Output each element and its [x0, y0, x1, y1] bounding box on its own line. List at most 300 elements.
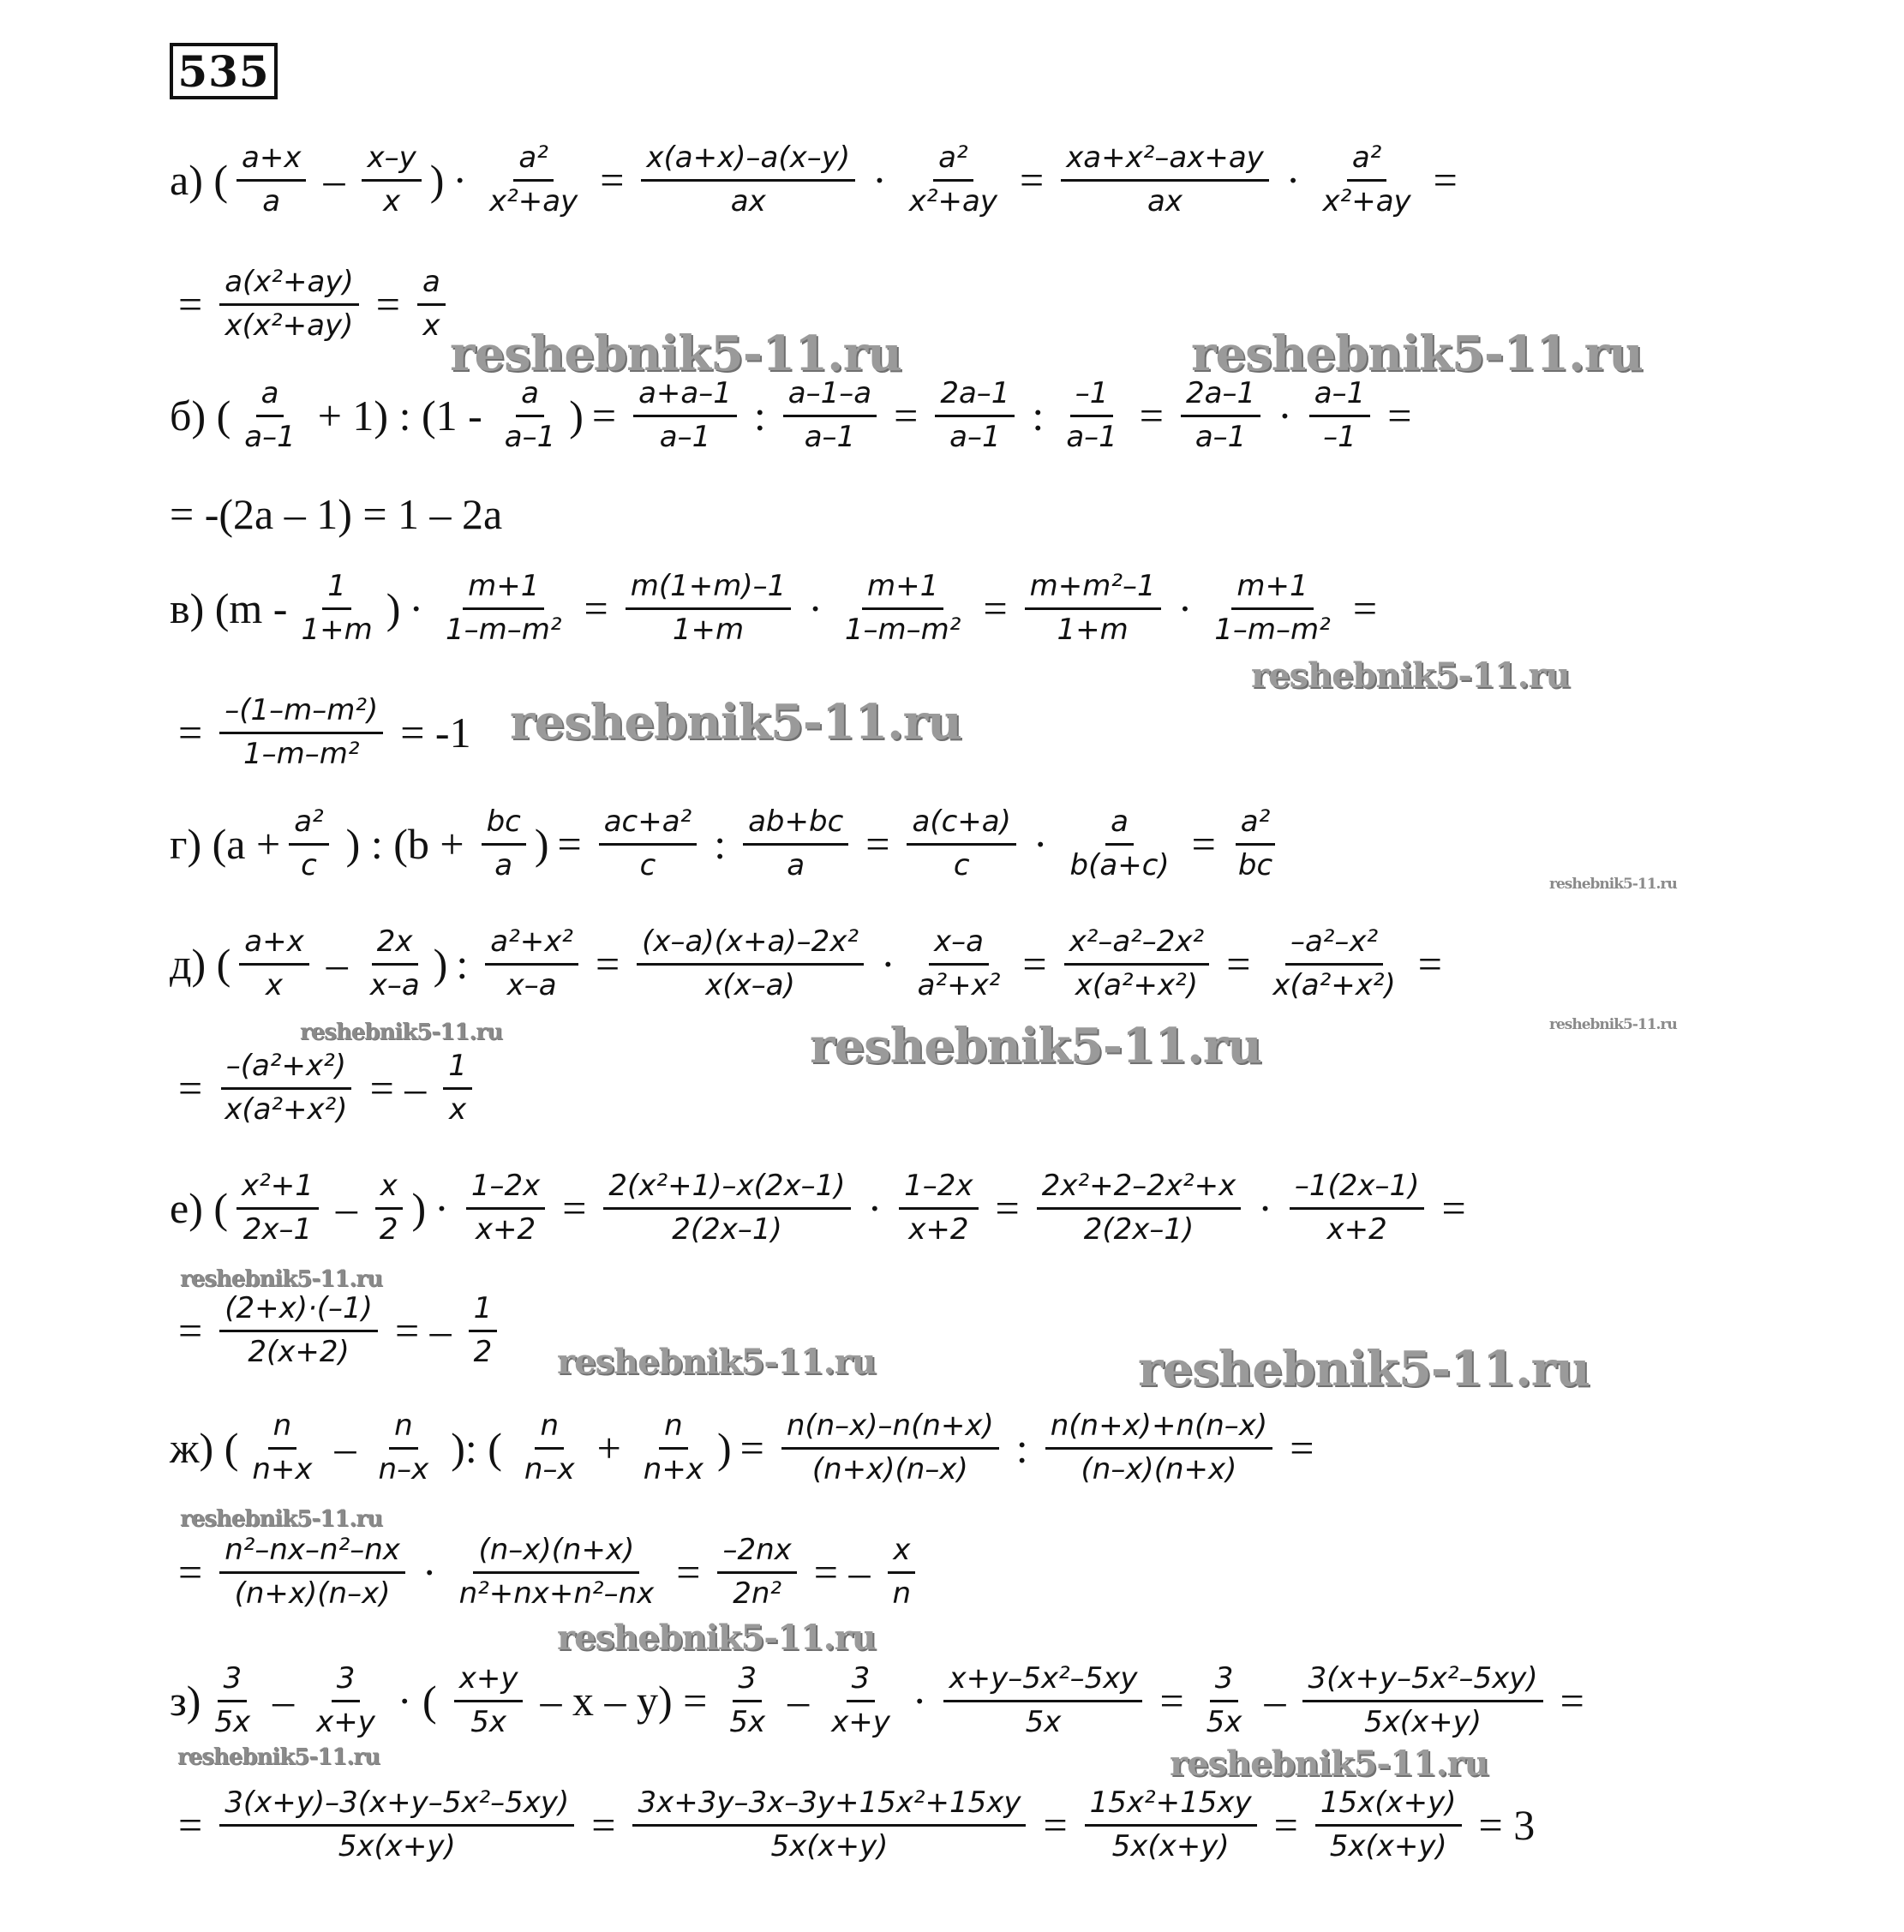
- fraction: [219, 1292, 378, 1368]
- operator: + 1) : (1 -: [317, 392, 482, 440]
- expression-text: з): [170, 1677, 201, 1725]
- fraction: [1315, 1786, 1462, 1863]
- watermark: reshebnik5-11.ru: [1138, 1341, 1590, 1397]
- fraction: [1233, 805, 1278, 882]
- fraction: [943, 1662, 1142, 1738]
- denominator: n–x: [378, 1451, 429, 1486]
- operator: =: [595, 940, 620, 988]
- operator: –: [334, 1424, 356, 1472]
- fraction: [1085, 1786, 1257, 1863]
- denominator: a–1: [1194, 419, 1247, 454]
- fraction: [443, 1050, 472, 1126]
- operator: =: [1043, 1801, 1068, 1849]
- numerator: 3(x+y)–3(x+y–5x²–5xy): [219, 1786, 574, 1826]
- denominator: 2: [379, 1211, 398, 1247]
- denominator: 5x(x+y): [1329, 1828, 1447, 1863]
- numerator: m+1: [862, 570, 943, 609]
- numerator: xa+x²–ax+ay: [1061, 141, 1269, 181]
- operator: = –: [369, 1064, 427, 1112]
- operator: ): (: [451, 1424, 502, 1472]
- operator: =: [562, 1184, 587, 1232]
- numerator: 3(x+y–5x²–5xy): [1302, 1662, 1542, 1702]
- numerator: 3: [332, 1662, 361, 1702]
- fraction: [826, 1662, 895, 1738]
- fraction: [1025, 570, 1161, 646]
- numerator: m+1: [1231, 570, 1313, 609]
- denominator: 5x: [214, 1704, 251, 1739]
- operator: ·: [434, 1184, 449, 1232]
- operator: +: [596, 1424, 621, 1472]
- watermark: reshebnik5-11.ru: [510, 694, 961, 751]
- fraction: [237, 141, 306, 218]
- expression-text: ж) (: [170, 1424, 239, 1472]
- numerator: x+y–5x²–5xy: [943, 1662, 1142, 1702]
- numerator: n: [659, 1409, 688, 1449]
- operator: =: [865, 820, 890, 868]
- operator: =: [591, 392, 617, 440]
- expression-text: ): [429, 156, 445, 204]
- denominator: –1: [1323, 419, 1356, 454]
- denominator: x²+ay: [908, 183, 997, 218]
- operator: ·: [881, 940, 895, 988]
- numerator: n(n+x)+n(n–x): [1045, 1409, 1272, 1449]
- numerator: n: [389, 1409, 418, 1449]
- denominator: x²+ay: [489, 183, 578, 218]
- denominator: 1+m: [1057, 612, 1129, 647]
- fraction: [626, 570, 792, 646]
- denominator: a–1: [804, 419, 856, 454]
- numerator: 2x²+2–2x²+x: [1037, 1169, 1242, 1209]
- denominator: a–1: [1066, 419, 1117, 454]
- denominator: 5x: [1206, 1704, 1242, 1739]
- operator: =: [1290, 1424, 1314, 1472]
- fraction: [289, 805, 328, 882]
- numerator: n: [268, 1409, 297, 1449]
- watermark: reshebnik5-11.ru: [1191, 326, 1643, 382]
- fraction: [485, 925, 578, 1002]
- fraction: [887, 1534, 916, 1610]
- fraction: [219, 694, 383, 770]
- fraction: [219, 266, 359, 342]
- line-e1: [170, 1152, 1475, 1264]
- fraction: [1045, 1409, 1272, 1486]
- fraction: [1267, 925, 1400, 1002]
- denominator: b(a+c): [1069, 847, 1170, 882]
- denominator: n: [892, 1576, 912, 1611]
- numerator: a²: [513, 141, 553, 181]
- denominator: 5x(x+y): [338, 1828, 456, 1863]
- numerator: a–1–a: [783, 377, 877, 416]
- fraction: [1290, 1169, 1425, 1246]
- denominator: 1–m–m²: [446, 612, 562, 647]
- fraction: [781, 1409, 999, 1486]
- operator: =: [557, 820, 582, 868]
- operator: =: [600, 156, 625, 204]
- operator: ·: [872, 156, 887, 204]
- operator: ·: [1033, 820, 1048, 868]
- denominator: 5x: [729, 1704, 766, 1739]
- numerator: x+y: [454, 1662, 524, 1702]
- fraction: [500, 377, 560, 453]
- fraction: [633, 377, 737, 453]
- operator: :: [1015, 1424, 1028, 1472]
- operator: –: [323, 156, 345, 204]
- operator: =: [178, 1801, 203, 1849]
- fraction: [724, 1662, 770, 1738]
- line-a2: [170, 248, 454, 360]
- denominator: 2(x+2): [248, 1334, 350, 1369]
- numerator: 2x: [372, 925, 418, 965]
- denominator: x(x²+ay): [225, 308, 354, 343]
- numerator: a²: [1236, 805, 1275, 845]
- numerator: x–a: [929, 925, 989, 965]
- denominator: x+2: [475, 1211, 536, 1247]
- operator: =: [1560, 1677, 1584, 1725]
- operator: ·: [452, 156, 468, 204]
- expression-text: г) (a +: [170, 820, 281, 868]
- numerator: 1: [443, 1050, 472, 1089]
- denominator: ax: [730, 183, 766, 218]
- line-z2: [170, 1769, 1543, 1881]
- expression-text: = -(2a – 1) = 1 – 2a: [170, 490, 503, 538]
- operator: =: [178, 1064, 203, 1112]
- fraction: [219, 1050, 352, 1126]
- operator: ·: [1177, 584, 1193, 632]
- watermark: reshebnik5-11.ru: [1549, 876, 1677, 893]
- denominator: x²+ay: [1322, 183, 1411, 218]
- numerator: 15x(x+y): [1315, 1786, 1462, 1826]
- denominator: 5x(x+y): [770, 1828, 889, 1863]
- numerator: n: [535, 1409, 564, 1449]
- fraction: [237, 1169, 319, 1246]
- denominator: x–a: [369, 967, 420, 1002]
- watermark: reshebnik5-11.ru: [180, 1506, 383, 1532]
- fraction: [374, 1169, 404, 1246]
- denominator: a: [787, 847, 805, 882]
- operator: ·: [867, 1184, 883, 1232]
- operator: ) : (b +: [345, 820, 464, 868]
- denominator: n+x: [252, 1451, 313, 1486]
- denominator: x+2: [1326, 1211, 1387, 1247]
- fraction: [469, 1292, 498, 1368]
- operator: =: [1441, 1184, 1466, 1232]
- fraction: [219, 1786, 574, 1863]
- numerator: n(n–x)–n(n+x): [781, 1409, 999, 1449]
- denominator: a: [262, 183, 281, 218]
- fraction: [1061, 141, 1269, 218]
- expression-text: е) (: [170, 1184, 228, 1232]
- denominator: 5x(x+y): [1364, 1704, 1482, 1739]
- fraction: [484, 141, 583, 218]
- fraction: [637, 925, 864, 1002]
- fraction: [239, 925, 308, 1002]
- numerator: x–y: [362, 141, 421, 181]
- numerator: –(a²+x²): [221, 1050, 351, 1089]
- fraction: [632, 1786, 1026, 1863]
- fraction: [365, 925, 425, 1002]
- denominator: 1–m–m²: [1214, 612, 1331, 647]
- operator: ·: [422, 1548, 437, 1596]
- fraction: [913, 925, 1006, 1002]
- fraction: [899, 1169, 978, 1246]
- operator: =: [739, 1424, 764, 1472]
- numerator: a: [417, 266, 446, 305]
- numerator: 2(x²+1)–x(2x–1): [603, 1169, 850, 1209]
- fraction: [743, 805, 848, 882]
- fraction: [1181, 377, 1260, 453]
- operator: = -1: [400, 709, 471, 757]
- numerator: a+x: [239, 925, 308, 965]
- fraction: [935, 377, 1015, 453]
- operator: = –: [394, 1307, 452, 1355]
- operator: :: [1032, 392, 1045, 440]
- operator: ·: [912, 1677, 927, 1725]
- operator: –: [272, 1677, 295, 1725]
- watermark: reshebnik5-11.ru: [810, 1018, 1261, 1074]
- watermark: reshebnik5-11.ru: [1549, 1016, 1677, 1033]
- watermark: reshebnik5-11.ru: [180, 1266, 383, 1292]
- numerator: a+a–1: [633, 377, 737, 416]
- watermark: reshebnik5-11.ru: [1170, 1744, 1488, 1784]
- operator: = –: [813, 1548, 871, 1596]
- fraction: [362, 141, 421, 218]
- denominator: 1–m–m²: [844, 612, 961, 647]
- line-zh1: [170, 1392, 1322, 1504]
- expression-text: в) (m -: [170, 584, 288, 632]
- numerator: x: [375, 1169, 403, 1209]
- fraction: [374, 1409, 434, 1486]
- operator: –: [326, 940, 348, 988]
- numerator: a+x: [237, 141, 306, 181]
- denominator: x: [383, 183, 401, 218]
- fraction: [840, 570, 967, 646]
- numerator: x(a+x)–a(x–y): [641, 141, 855, 181]
- operator: ·: [1285, 156, 1301, 204]
- numerator: x²+1: [237, 1169, 319, 1209]
- numerator: 3: [1210, 1662, 1239, 1702]
- numerator: n²–nx–n²–nx: [219, 1534, 405, 1573]
- denominator: 2x–1: [242, 1211, 313, 1247]
- watermark: reshebnik5-11.ru: [177, 1744, 380, 1770]
- operator: =: [591, 1801, 616, 1849]
- operator: =: [178, 709, 203, 757]
- denominator: x(a²+x²): [1075, 967, 1199, 1002]
- numerator: (n–x)(n+x): [473, 1534, 639, 1573]
- numerator: a²: [289, 805, 328, 845]
- operator: =: [178, 1548, 203, 1596]
- fraction: [603, 1169, 850, 1246]
- denominator: 2: [473, 1334, 493, 1369]
- line-zh2: [170, 1516, 925, 1628]
- denominator: a–1: [659, 419, 711, 454]
- denominator: x+y: [316, 1704, 375, 1739]
- expression-text: а) (: [170, 156, 228, 204]
- watermark: reshebnik5-11.ru: [1251, 655, 1570, 696]
- operator: =: [584, 584, 608, 632]
- line-d1: [170, 908, 1451, 1020]
- operator: –: [335, 1184, 357, 1232]
- denominator: x: [422, 308, 440, 343]
- numerator: a: [256, 377, 284, 416]
- denominator: 2(2x–1): [672, 1211, 782, 1247]
- expression-text: д) (: [170, 940, 231, 988]
- fraction: [519, 1409, 580, 1486]
- fraction: [247, 1409, 317, 1486]
- numerator: 3x+3y–3x–3y+15x²+15xy: [632, 1786, 1026, 1826]
- numerator: 2a–1: [935, 377, 1015, 416]
- denominator: 2n²: [733, 1576, 782, 1611]
- denominator: 1–m–m²: [242, 736, 360, 771]
- operator: =: [983, 584, 1008, 632]
- operator: ·: [808, 584, 823, 632]
- expression-text: ): [433, 940, 448, 988]
- numerator: a²: [1347, 141, 1386, 181]
- fraction: [1061, 377, 1122, 453]
- line-z1: [170, 1645, 1593, 1756]
- operator: · (: [397, 1677, 437, 1725]
- operator: :: [753, 392, 766, 440]
- numerator: a: [1105, 805, 1134, 845]
- numerator: 1: [322, 570, 351, 609]
- denominator: n–x: [524, 1451, 575, 1486]
- numerator: ab+bc: [743, 805, 848, 845]
- fraction: [239, 377, 300, 453]
- numerator: (2+x)·(–1): [219, 1292, 378, 1331]
- denominator: 2(2x–1): [1083, 1211, 1194, 1247]
- numerator: 3: [218, 1662, 247, 1702]
- fraction: [1317, 141, 1416, 218]
- numerator: 15x²+15xy: [1085, 1786, 1257, 1826]
- fraction: [466, 1169, 545, 1246]
- line-v1: [170, 553, 1386, 664]
- operator: =: [995, 1184, 1020, 1232]
- operator: = 3: [1478, 1801, 1536, 1849]
- numerator: –a²–x²: [1285, 925, 1383, 965]
- numerator: 1–2x: [899, 1169, 978, 1209]
- denominator: n+x: [643, 1451, 704, 1486]
- line-a1: [170, 124, 1466, 236]
- operator: =: [894, 392, 919, 440]
- fraction: [454, 1534, 660, 1610]
- numerator: a: [516, 377, 544, 416]
- expression-text: ): [386, 584, 401, 632]
- line-v2: [170, 677, 480, 788]
- fraction: [783, 377, 877, 453]
- operator: =: [1226, 940, 1251, 988]
- operator: =: [1417, 940, 1442, 988]
- operator: =: [1019, 156, 1045, 204]
- operator: ·: [1258, 1184, 1272, 1232]
- fraction: [599, 805, 697, 882]
- line-g1: [170, 788, 1286, 900]
- numerator: –1: [1070, 377, 1114, 416]
- fraction: [638, 1409, 709, 1486]
- numerator: x²–a²–2x²: [1064, 925, 1210, 965]
- denominator: n²+nx+n²–nx: [458, 1576, 655, 1611]
- denominator: c: [301, 847, 317, 882]
- fraction: [1201, 1662, 1248, 1738]
- denominator: c: [953, 847, 970, 882]
- denominator: 5x(x+y): [1111, 1828, 1230, 1863]
- operator: :: [714, 820, 727, 868]
- fraction: [1064, 925, 1210, 1002]
- denominator: x: [449, 1092, 467, 1127]
- fraction: [219, 1534, 405, 1610]
- watermark: reshebnik5-11.ru: [557, 1342, 876, 1382]
- operator: =: [178, 1307, 203, 1355]
- numerator: –(1–m–m²): [219, 694, 383, 733]
- fraction: [907, 805, 1015, 882]
- watermark: reshebnik5-11.ru: [300, 1020, 503, 1045]
- expression-text: ): [716, 1424, 732, 1472]
- denominator: x(a²+x²): [1272, 967, 1396, 1002]
- denominator: x(x–a): [705, 967, 795, 1002]
- numerator: ac+a²: [599, 805, 697, 845]
- fraction: [1037, 1169, 1242, 1246]
- operator: =: [375, 280, 400, 328]
- numerator: a²+x²: [485, 925, 578, 965]
- fraction: [641, 141, 855, 218]
- numerator: m(1+m)–1: [626, 570, 792, 609]
- fraction: [1302, 1662, 1542, 1738]
- fraction: [482, 805, 526, 882]
- denominator: a–1: [504, 419, 556, 454]
- numerator: a(c+a): [907, 805, 1015, 845]
- operator: =: [1433, 156, 1458, 204]
- numerator: m+m²–1: [1025, 570, 1161, 609]
- operator: :: [456, 940, 469, 988]
- numerator: (x–a)(x+a)–2x²: [637, 925, 864, 965]
- operator: =: [1191, 820, 1216, 868]
- numerator: –2nx: [717, 1534, 796, 1573]
- watermark: reshebnik5-11.ru: [557, 1618, 876, 1658]
- numerator: bc: [482, 805, 526, 845]
- numerator: 3: [733, 1662, 762, 1702]
- fraction: [1209, 570, 1336, 646]
- operator: =: [1273, 1801, 1298, 1849]
- fraction: [1065, 805, 1175, 882]
- fraction: [454, 1662, 524, 1738]
- numerator: x: [888, 1534, 915, 1573]
- operator: =: [1022, 940, 1047, 988]
- line-d2: [170, 1032, 481, 1144]
- numerator: m+1: [463, 570, 544, 609]
- denominator: x(a²+x²): [225, 1092, 348, 1127]
- numerator: a–1: [1309, 377, 1370, 416]
- numerator: a(x²+ay): [219, 266, 359, 305]
- denominator: 5x: [1025, 1704, 1062, 1739]
- operator: =: [178, 280, 203, 328]
- fraction: [417, 266, 446, 342]
- numerator: –1(2x–1): [1290, 1169, 1425, 1209]
- expression-text: б) (: [170, 392, 231, 440]
- denominator: (n+x)(n–x): [234, 1576, 391, 1611]
- expression-text: ): [534, 820, 549, 868]
- expression-text: ): [411, 1184, 427, 1232]
- watermark: reshebnik5-11.ru: [450, 326, 901, 382]
- numerator: 2a–1: [1181, 377, 1260, 416]
- denominator: (n–x)(n+x): [1081, 1451, 1237, 1486]
- operator: –: [787, 1677, 810, 1725]
- expression-text: ): [569, 392, 584, 440]
- denominator: a²+x²: [917, 967, 1001, 1002]
- fraction: [1309, 377, 1370, 453]
- denominator: (n+x)(n–x): [811, 1451, 968, 1486]
- fraction: [717, 1534, 796, 1610]
- fraction: [904, 141, 1003, 218]
- denominator: a–1: [949, 419, 1001, 454]
- denominator: x+y: [831, 1704, 890, 1739]
